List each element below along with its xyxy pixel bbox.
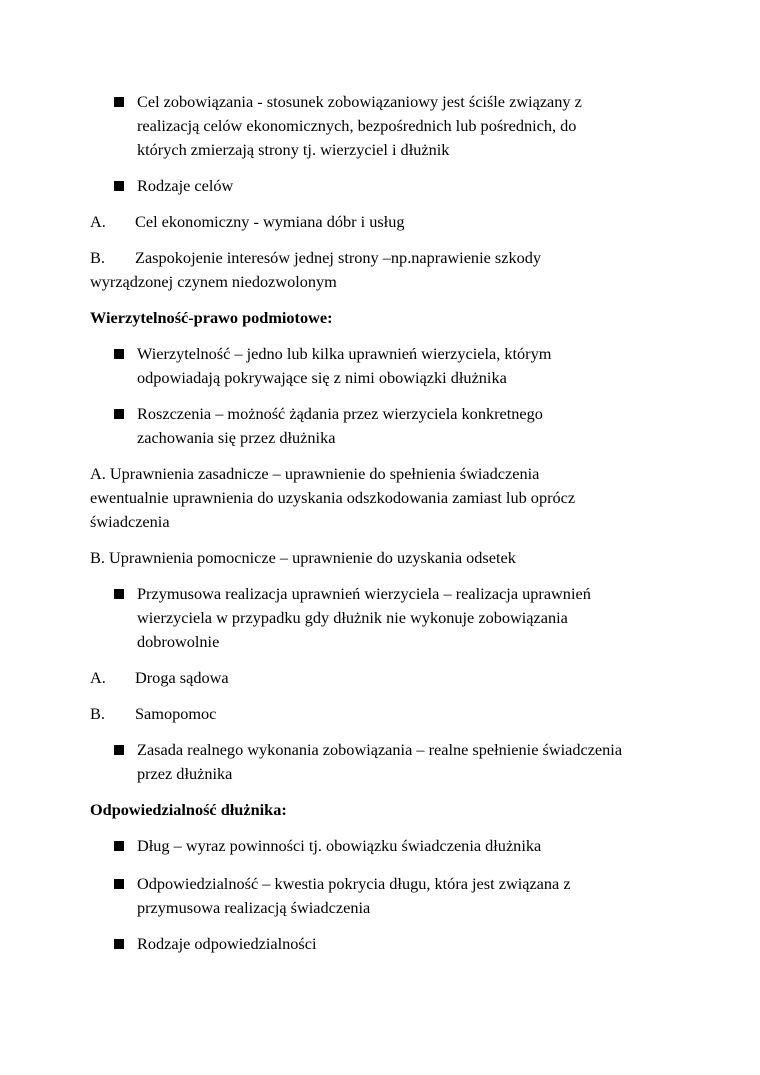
lettered-paragraph [90, 246, 541, 294]
bullet-text [137, 872, 571, 920]
square-bullet-icon [114, 181, 124, 191]
section-heading: Odpowiedzialność dłużnika: [90, 800, 287, 819]
text-line: Rodzaje celów [137, 176, 234, 195]
square-bullet-icon [114, 745, 124, 755]
text-line: przez dłużnika [137, 764, 233, 783]
square-bullet-icon [114, 841, 124, 851]
square-bullet-icon [114, 409, 124, 419]
text-line: Przymusowa realizacja uprawnień wierzyciela – realizacja uprawnień [137, 584, 591, 603]
square-bullet-icon [114, 97, 124, 107]
square-bullet-icon [114, 879, 124, 889]
bullet-text [137, 932, 317, 956]
bullet-text [137, 174, 233, 198]
text-line: wyrządzonej czynem niedozwolonym [90, 272, 337, 291]
text-line: Rodzaje odpowiedzialności [137, 934, 317, 953]
text-line: Odpowiedzialność – kwestia pokrycia długu, która jest związana z [137, 874, 571, 893]
text-line: Wierzytelność – jedno lub kilka uprawnień wierzyciela, którym [137, 344, 552, 363]
square-bullet-icon [114, 349, 124, 359]
square-bullet-icon [114, 939, 124, 949]
text-line: Roszczenia – możność żądania przez wierzyciela konkretnego [137, 404, 543, 423]
item-letter: B. [90, 248, 105, 267]
bullet-text [137, 738, 622, 786]
text-line: wierzyciela w przypadku gdy dłużnik nie wykonuje zobowiązania [137, 608, 568, 627]
text-line: A. Uprawnienia zasadnicze – uprawnienie do spełnienia świadczenia [90, 464, 540, 483]
text-line: realizacją celów ekonomicznych, bezpośrednich lub pośrednich, do [137, 116, 577, 135]
text-line: Zasada realnego wykonania zobowiązania – realne spełnienie świadczenia [137, 740, 623, 759]
lettered-item [90, 210, 405, 234]
item-letter: A. [90, 668, 106, 687]
item-text: Droga sądowa [135, 668, 229, 687]
bullet-text [137, 402, 543, 450]
text-line: świadczenia [90, 512, 170, 531]
bullet-text [137, 342, 551, 390]
bullet-text [137, 582, 591, 654]
lettered-item [90, 666, 229, 690]
bullet-text [137, 834, 541, 858]
item-text: Cel ekonomiczny - wymiana dóbr i usług [135, 212, 405, 231]
text-line: B. Uprawnienia pomocnicze – uprawnienie do uzyskania odsetek [90, 548, 516, 567]
item-letter: A. [90, 212, 106, 231]
text-line: Dług – wyraz powinności tj. obowiązku świadczenia dłużnika [137, 836, 542, 855]
lettered-item [90, 702, 216, 726]
paragraph [90, 462, 575, 534]
text-line: Cel zobowiązania - stosunek zobowiązaniowy jest ściśle związany z [137, 92, 582, 111]
bullet-text [137, 90, 582, 162]
paragraph [90, 546, 516, 570]
text-line: odpowiadają pokrywające się z nimi obowiązki dłużnika [137, 368, 507, 387]
text-line: których zmierzają strony tj. wierzyciel i dłużnik [137, 140, 450, 159]
text-line: przymusowa realizacją świadczenia [137, 898, 371, 917]
square-bullet-icon [114, 589, 124, 599]
text-line: ewentualnie uprawnienia do uzyskania odszkodowania zamiast lub oprócz [90, 488, 576, 507]
text-line: dobrowolnie [137, 632, 220, 651]
item-letter: B. [90, 704, 105, 723]
section-heading: Wierzytelność-prawo podmiotowe: [90, 308, 333, 327]
text-line: zachowania się przez dłużnika [137, 428, 336, 447]
text-line: Zaspokojenie interesów jednej strony –np.naprawienie szkody [135, 248, 542, 267]
item-text: Samopomoc [135, 704, 217, 723]
